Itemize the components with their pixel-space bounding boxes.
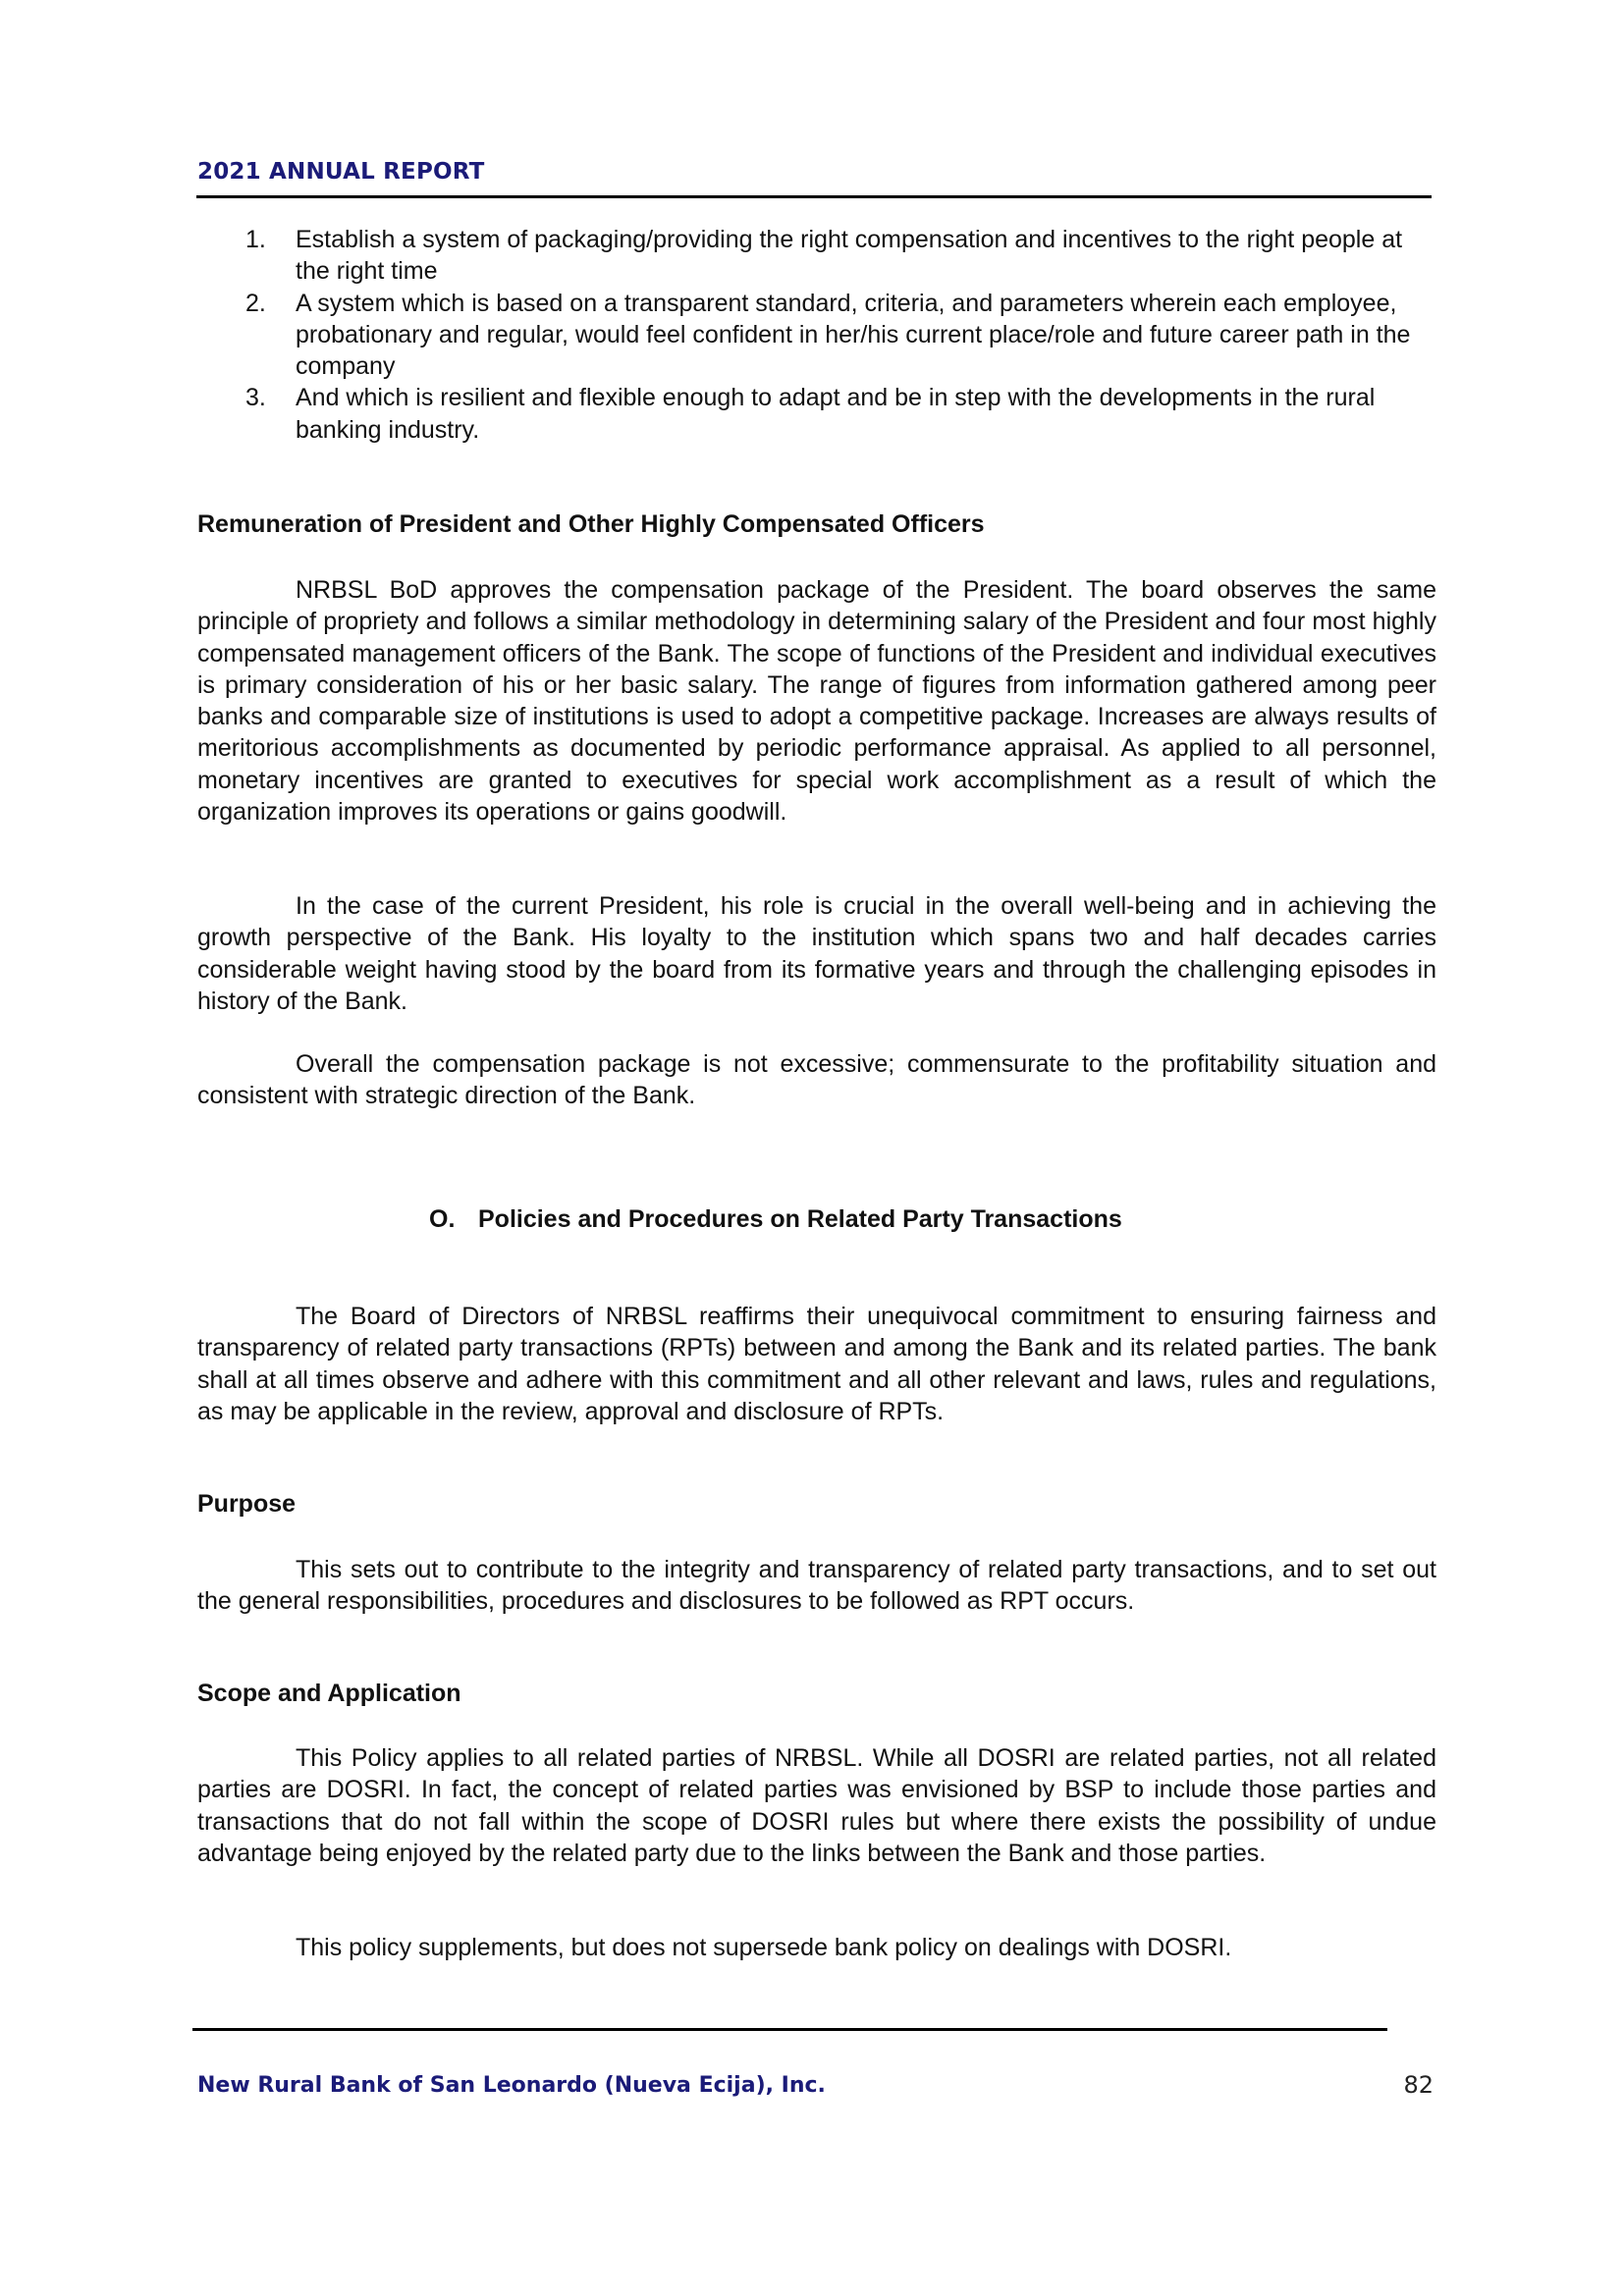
- list-item: [196, 224, 1434, 288]
- list-item: [196, 288, 1434, 383]
- footer-rule: [192, 2028, 1387, 2031]
- list-item-number: 1.: [245, 226, 266, 253]
- running-header-title: 2021 ANNUAL REPORT: [197, 159, 485, 185]
- remuneration-paragraph-1: NRBSL BoD approves the compensation package of the President. The board observes the same principle of propriety and follows a similar methodology in determining salary of the President and four most highly compensated management officers of the Bank. The scope of functions of the President and individual executives is primary consideration of his or her basic salary. The range of figures from information gathered among peer banks and comparable size of institutions is used to adopt a competitive package. Increases are always results of meritorious accomplishments as documented by periodic performance appraisal. As applied to all personnel, monetary incentives are granted to executives for special work accomplishment as a result of which the organization improves its operations or gains goodwill.: [197, 576, 1436, 827]
- scope-paragraph-2: This policy supplements, but does not supersede bank policy on dealings with DOSRI.: [296, 1934, 1232, 1961]
- purpose-paragraph: This sets out to contribute to the integrity and transparency of related party transactions, and to set out the general responsibilities, procedures and disclosures to be followed as RPT occurs.: [197, 1556, 1436, 1616]
- list-item: [196, 382, 1434, 446]
- section-o-letter: O.: [429, 1205, 456, 1233]
- list-item-text: And which is resilient and flexible enough to adapt and be in step with the developments in the rural banking industry.: [296, 384, 1376, 444]
- list-item-text: A system which is based on a transparent standard, criteria, and parameters wherein each employee, probationary and regular, would feel confident in her/his current place/role and future career path in the company: [296, 289, 1411, 381]
- remuneration-paragraph-2: In the case of the current President, his role is crucial in the overall well-being and in achieving the growth perspective of the Bank. His loyalty to the institution which spans two and half decades carries considerable weight having stood by the board from its formative years and through the challenging episodes in history of the Bank.: [197, 892, 1436, 1015]
- remuneration-paragraph-3: Overall the compensation package is not excessive; commensurate to the profitability situation and consistent with strategic direction of the Bank.: [197, 1050, 1436, 1110]
- scope-paragraph-1: This Policy applies to all related parties of NRBSL. While all DOSRI are related parties, not all related parties are DOSRI. In fact, the concept of related parties was envisioned by BSP to include those parties and transactions that do not fall within the scope of DOSRI rules but where there exists the possibility of undue advantage being enjoyed by the related party due to the links between the Bank and those parties.: [197, 1744, 1436, 1867]
- list-item-text: Establish a system of packaging/providing the right compensation and incentives to the right people at the right time: [296, 226, 1403, 286]
- footer-organization-name: New Rural Bank of San Leonardo (Nueva Ecija), Inc.: [197, 2073, 826, 2098]
- list-item-number: 2.: [245, 289, 266, 317]
- list-item-number: 3.: [245, 384, 266, 412]
- section-o-title: Policies and Procedures on Related Party Transactions: [478, 1205, 1122, 1233]
- intro-numbered-list: [196, 224, 1434, 446]
- scope-heading: Scope and Application: [197, 1680, 461, 1707]
- section-o-intro-paragraph: The Board of Directors of NRBSL reaffirms their unequivocal commitment to ensuring fairness and transparency of related party transactions (RPTs) between and among the Bank and its related parties. The bank shall at all times observe and adhere with this commitment and all other relevant and laws, rules and regulations, as may be applicable in the review, approval and disclosure of RPTs.: [197, 1303, 1436, 1425]
- header-rule: [196, 195, 1432, 198]
- purpose-heading: Purpose: [197, 1490, 297, 1518]
- remuneration-heading: Remuneration of President and Other Highly Compensated Officers: [197, 510, 985, 538]
- page-number: 82: [1403, 2071, 1434, 2099]
